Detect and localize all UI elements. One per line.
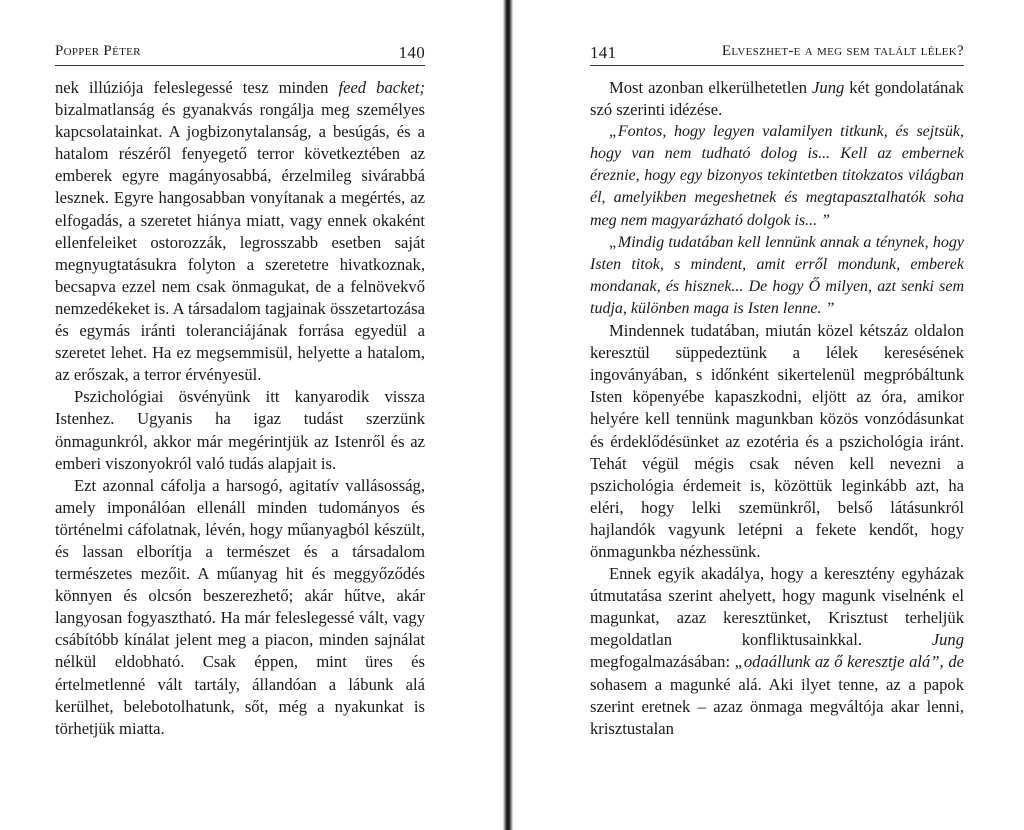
left-header-author: Popper Péter	[55, 43, 141, 59]
left-body-text	[55, 77, 425, 740]
text-run: Mindennek tudatában, miután közel kétszáz oldalon keresztül süppedeztünk a lélek keresésének ingoványában, s időnként sikertelenül megpróbáltunk Isten köpenyébe kapaszkodni, eljött az óra, amikor helyére kell tennünk magunkban közös vonzódásunkat és érdeklődésünket az ezotéria és a pszichológia iránt. Tehát végül mégis csak néven kell nevezni a pszichológia érdemeit is, közöttük leginkább azt, ha eléri, hogy lelki szemünkről, belső látásunkról hajlandók vagyunk letépni a fekete kendőt, hogy önmagunkba nézhessünk.	[590, 321, 964, 561]
paragraph	[55, 475, 425, 740]
paragraph	[55, 77, 425, 386]
italic-text: de	[948, 652, 964, 672]
left-page	[55, 0, 425, 830]
right-page-number: 141	[590, 43, 617, 62]
right-page	[590, 0, 964, 830]
text-run: Ezt azonnal cáfolja a harsogó, agitatív vallásosság, amely imponálóan ellenáll minden tudományos és történelmi cáfolatnak, lévén, hogy műanyagból készült, és lassan elborítja a természet és a társadalom természetes mezőit. A műanyag hit és meggyőződés könnyen és olcsón beszerezhető; akár hűtve, akár langyosan fogyasztható. Ha már feleslegessé vált, vagy csábítóbb kínálat jelent meg a piacon, minden sajnálat nélkül eldobható. Csak éppen, mint üres és értelmetlenné vált tartály, állandóan a lábunk alá kerülhet, belebotolhatunk, sőt, még a nyakunkat is törhetjük miatta.	[55, 475, 425, 738]
book-gutter	[503, 0, 513, 830]
text-run: Pszichológiai ösvényünk itt kanyarodik vissza Istenhez. Ugyanis ha igaz tudást szerzünk önmagunkról, akkor már megérintjük az Istenről és az emberi viszonyokról való tudás alapjait is.	[55, 387, 425, 473]
text-run: két gondolatának szó szerinti idézése.	[590, 78, 964, 120]
paragraph	[55, 386, 425, 474]
italic-text: „odaállunk az ő keresztje alá”,	[734, 652, 944, 672]
paragraph	[590, 320, 964, 563]
italic-text: Jung	[931, 630, 964, 650]
left-page-number: 140	[398, 43, 425, 62]
text-run: megfogalmazásában:	[590, 652, 735, 672]
text-run: „Mindig tudatában kell lennünk annak a ténynek, hogy Isten titok, s mindent, amit erről mondunk, emberek mondanak, és hisznek... De hogy Ő milyen, azt senki sem tudja, különben maga is Isten lenne. ”	[590, 233, 964, 317]
text-run: „Fontos, hogy legyen valamilyen titkunk, és sejtsük, hogy van nem tudható dolog is... Kell az embernek éreznie, hogy egy bizonyos tekintetben titokzatos világban él, amelyikben megeshetnek és megtapasztalhatók soha meg nem magyarázható dolgok is... ”	[590, 123, 964, 229]
text-run: Ennek egyik akadálya, hogy a keresztény egyházak útmutatása szerint ahelyett, hogy magunk viselnénk el magunkat, azaz keresztünket, Krisztust terheljük megoldatlan konfliktusainkkal.	[590, 564, 964, 650]
right-header-title: Elveszhet-e a meg sem talált lélek?	[721, 43, 964, 59]
text-run: bizalmatlanság és gyanakvás rongálja meg személyes kapcsolatainkat. A jogbizonytalanság, a besúgás, és a hatalom részéről fenyegető terror következtében az emberek egyre magányosabbá, érzelmileg sivárabbá lesznek. Egyre hangosabban vonyítanak a megértés, az elfogadás, a szeretet hiánya miatt, vagy ennek okaként ellenfeleiket ostorozzák, legrosszabb esetben saját megnyugtatásukra folyton a szeretetre hivatkoznak, becsapva ezzel nem csak önmagukat, de a felnövekvő nemzedékeket is. A társadalom tagjainak összetartozása és egymás iránti toleranciájának forrása egyedül a szeretet lehet. Ha ez megsemmisül, helyette a hatalom, az erőszak, a terror érvényesül.	[55, 100, 425, 385]
right-body-text	[590, 77, 964, 740]
paragraph	[590, 563, 964, 740]
right-running-head	[590, 43, 964, 66]
italic-text: feed backet;	[338, 78, 425, 97]
italic-text: Jung	[812, 78, 845, 97]
paragraph	[590, 121, 964, 231]
left-running-head	[55, 43, 425, 66]
paragraph	[590, 77, 964, 121]
text-run: Most azonban elkerülhetetlen	[609, 78, 813, 97]
text-run: sohasem a magunké alá. Aki ilyet tenne, az a papok szerint eretnek – azaz önmaga megváltója akar lenni, krisztustalan	[590, 674, 964, 738]
paragraph	[590, 232, 964, 320]
text-run: nek illúziója feleslegessé tesz minden	[55, 78, 339, 97]
